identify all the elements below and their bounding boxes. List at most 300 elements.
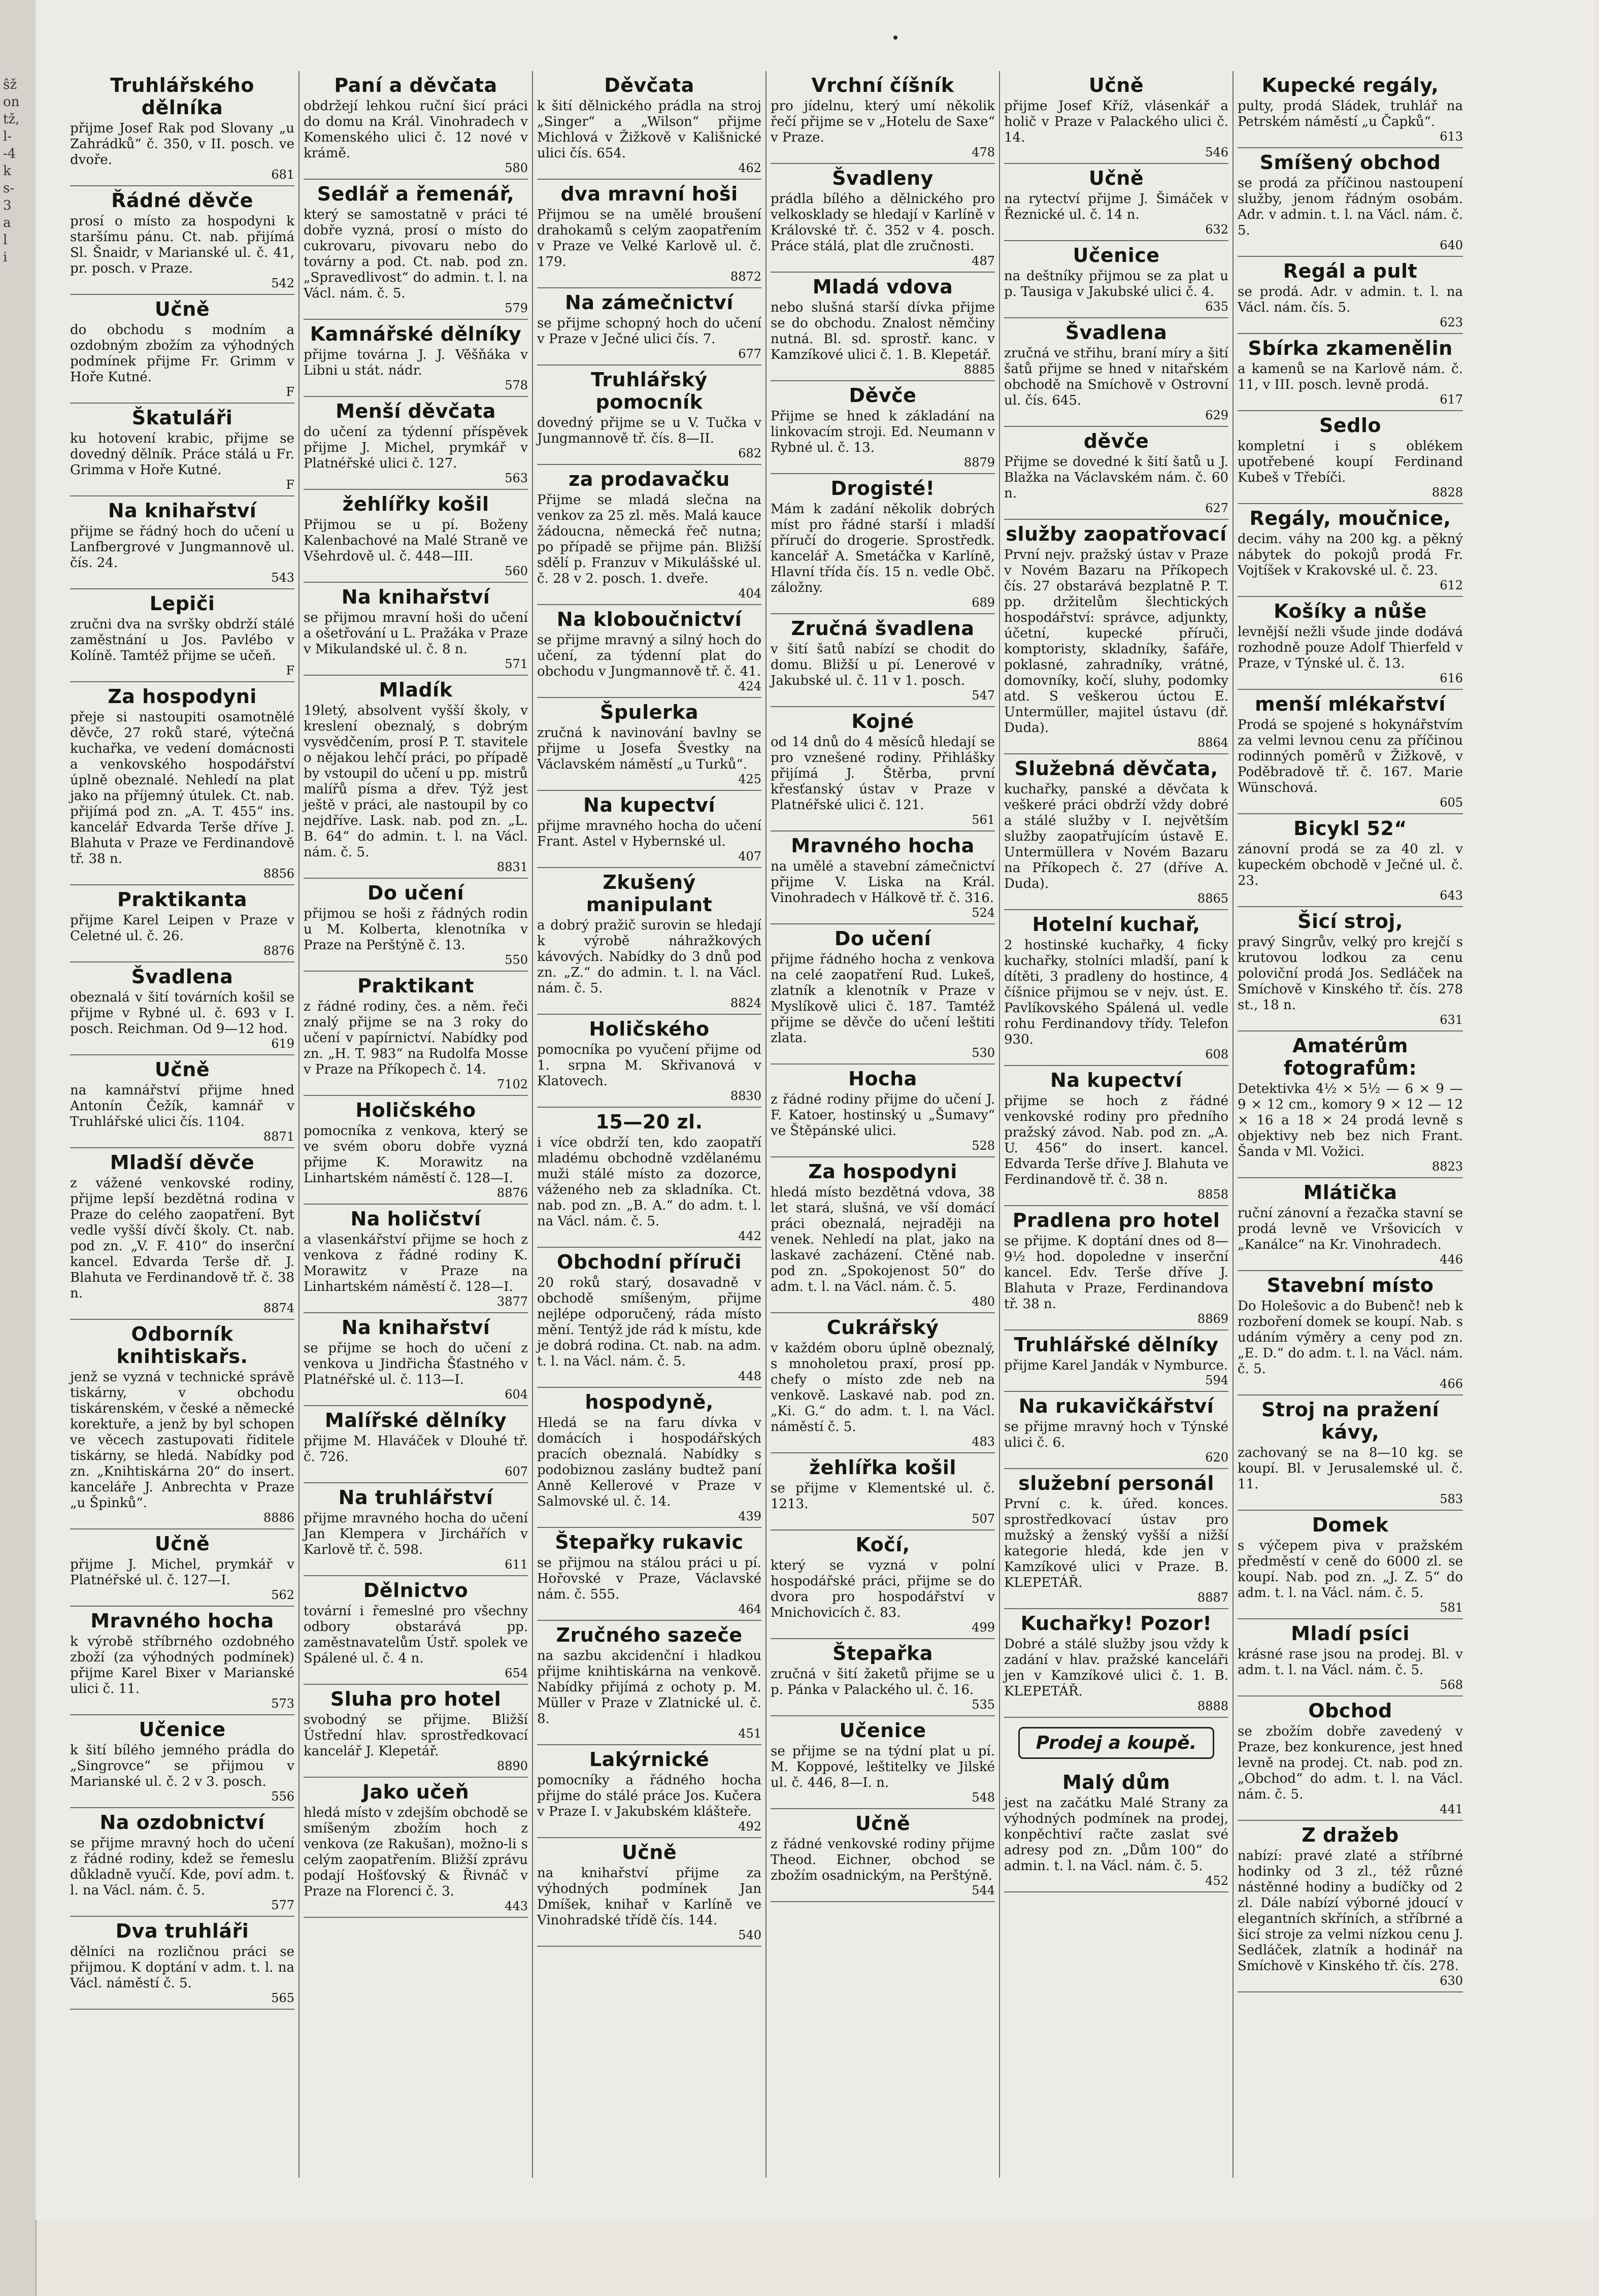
ad-text: kompletní i s oblékem upotřebené koupí Ferdinand Kubeš v Třebíči. [1238, 439, 1467, 485]
classified-ad [70, 1808, 299, 1917]
ad-heading: Bicykl 52“ [1293, 817, 1407, 840]
ad-number: 546 [1205, 145, 1228, 159]
ad-text: nabízí: pravé zlaté a stříbrné hodinky od 3 zl., též různé nástěnné hodiny a budíčky od 2 zl. Dále nabízí výborné jdoucí v elegantních skříních, a stříbrné a šicí stroje za velmi nízkou cenu J. Sedláček, zlatník a hodinář na Smíchově v Kinského tř. čís. 278. [1238, 1848, 1467, 1974]
ad-number: 580 [505, 161, 528, 175]
ad-number: 561 [972, 813, 995, 827]
ad-number: 448 [738, 1369, 761, 1383]
classified-ad [537, 1621, 766, 1745]
ad-heading: Pradlena pro hotel [1012, 1209, 1220, 1232]
ad-heading: Kupecké regály, [1261, 74, 1439, 96]
ad-heading: Stavební místo [1267, 1274, 1434, 1296]
classified-ad [1238, 504, 1467, 597]
ad-number: 547 [972, 688, 995, 703]
ad-text: který se vyzná v polní hospodářské práci, přijme se do dvora pro hospodářství v Mnichovicích č. 83. [771, 1558, 1000, 1620]
classified-ad [1238, 257, 1467, 334]
ad-heading: Paní a děvčata [334, 74, 497, 96]
ad-number: 560 [505, 564, 528, 578]
ad-number: 8856 [263, 867, 294, 881]
classified-ad [1238, 411, 1467, 504]
ad-heading: Vrchní číšník [811, 74, 954, 96]
classified-ad [304, 1778, 532, 1918]
column-3 [533, 71, 767, 2178]
ad-heading: Do učení [367, 882, 464, 904]
ad-text: obeznalá v šití továrních košil se přijme v Rybné ul. č. 693 v I. posch. Reichman. Od 9—12 hod. [70, 990, 299, 1037]
ad-text: hledá místo bezdětná vdova, 38 let stará, slušná, ve vší domácí práci obeznalá, nejraději na venek. Nehledí na plat, jako na laskavé zacházení. Ctěné nab. pod zn. „Spokojenost 50“ do adm. t. l. na Václ. nám. č. 5. [771, 1185, 1000, 1294]
ad-heading: Praktikanta [117, 888, 247, 911]
ad-heading: Služebná děvčata, [1014, 757, 1218, 780]
ad-heading: menší mlékařství [1255, 693, 1446, 715]
ad-text: se přijme schopný hoch do učení v Praze v Ječné ulici čís. 7. [537, 316, 766, 347]
classified-ad [771, 831, 1000, 924]
classified-ad [70, 1055, 299, 1148]
classified-ad [304, 676, 532, 879]
classified-ad [70, 682, 299, 885]
ad-text: pomocníky a řádného hocha přijme do stálé práce Jos. Kučera v Praze I. v Jakubském klášteře. [537, 1773, 766, 1819]
ad-heading: Truhlářské dělníky [1014, 1334, 1219, 1356]
ad-heading: Mravného hocha [90, 1610, 274, 1632]
ad-heading: Kuchařky! Pozor! [1020, 1612, 1212, 1635]
ad-heading: Jako učeň [362, 1781, 470, 1803]
classified-ad [537, 1108, 766, 1248]
classified-ad [771, 1064, 1000, 1157]
ad-text: hledá místo v zdejším obchodě se smíšeným zbožím hoch z venkova (ze Rakušan), možno-li s celým zaopatřením. Bližší zprávu podají Hošťovský & Řivnáč v Praze na Florenci č. 3. [304, 1805, 532, 1899]
ad-text: Přijmou se u pí. Boženy Kalenbachové na Malé Straně ve Všehrdově ul. č. 448—III. [304, 517, 532, 564]
ad-number: 629 [1205, 408, 1228, 422]
ad-number: 478 [972, 145, 995, 159]
ad-heading: žehlířky košil [342, 493, 489, 515]
ad-number: 635 [1205, 300, 1228, 314]
classified-ad [304, 1406, 532, 1483]
ad-number: 544 [972, 1883, 995, 1898]
classified-ad [537, 698, 766, 791]
ad-text: zručná k navinování bavlny se přijme u Josefa Švestky na Václavském náměstí „u Turků“. [537, 725, 766, 772]
ad-heading: Na truhlářství [338, 1486, 493, 1509]
ad-text: Do Holešovic a do Bubenč! neb k rozboření domek se koupí. Nab. s udáním výměry a ceny pod zn. „E. D.“ do adm. t. l. na Václ. nám. č. 5. [1238, 1299, 1467, 1377]
ad-heading: Na holičství [350, 1208, 481, 1230]
classified-ad [70, 1917, 299, 2010]
ad-number: 612 [1440, 578, 1463, 592]
ad-number: 439 [738, 1509, 761, 1523]
edge-fragment: l [3, 232, 8, 248]
ad-number: 499 [972, 1620, 995, 1635]
ad-heading: Cukrářský [826, 1316, 939, 1339]
edge-fragment: i [3, 250, 8, 265]
ad-text: První nejv. pražský ústav v Praze v Novém Bazaru na Příkopech čís. 27 obstarává bezplatně P. T. pp. držitelům šlechtických hospodářství: správce, adjunkty, účetní, kupecké příruči, komptoristy, skladníky, šafáře, poklasné, zahradníky, vrátné, domovníky, kočí, sluhy, podomky atd. S veškerou úctou E. Untermüller, majitel ústavu (dř. Duda). [1004, 547, 1233, 736]
ad-text: Mám k zadání několik dobrých míst pro řádné starší i mladší příručí do drogerie. Sprostředk. kancelář A. Smetáčka v Karlíně, Hlavní třída čís. 15 n. vedle Obč. záložny. [771, 502, 1000, 595]
ad-number: 643 [1440, 888, 1463, 903]
ad-number: 562 [271, 1588, 294, 1602]
ad-text: přijme mravného hocha do učení Jan Klempera v Jirchářích v Karlově tř. č. 598. [304, 1511, 532, 1557]
ad-text: dovedný přijme se u V. Tučka v Jungmannově tř. čís. 8—II. [537, 415, 766, 446]
ad-heading: Učně [1088, 167, 1144, 189]
column-2 [299, 71, 533, 2178]
ad-number: 577 [271, 1898, 294, 1912]
ad-number: 3877 [496, 1294, 528, 1309]
classified-ad [1004, 1768, 1233, 1892]
classified-ad [1238, 334, 1467, 411]
classified-ad [771, 1453, 1000, 1530]
classified-ad [1004, 520, 1233, 754]
ad-text: pravý Singrův, velký pro krejčí s krutovou lodkou za cenu poloviční prodá Jos. Sedláček na Smíchově v Kinského tř. čís. 278 st., 18 n. [1238, 935, 1467, 1013]
classified-ad [70, 295, 299, 404]
classified-ad [70, 71, 299, 186]
ad-text: se přijme. K doptání dnes od 8—9½ hod. dopoledne v inserční kancel. Edv. Terše dříve J. Blahuta v Praze, Ferdinandova tř. 38 n. [1004, 1234, 1233, 1312]
ad-text: se přijme v Klementské ul. č. 1213. [771, 1481, 1000, 1512]
ad-text: ruční zánovní a řezačka stavní se prodá levně ve Vršovicích v „Kanálce“ na Kr. Vinohradech. [1238, 1206, 1467, 1252]
ad-text: 20 roků starý, dosavadně v obchodě smíšeným, přijme nejlépe odporučený, ráda místo mění. Tentýž jde rád k místu, kde je dobrá rodina. Ct. nab. na adm. t. l. na Václ. nám. č. 5. [537, 1275, 766, 1369]
ad-text: levnější nežli všude jinde dodává rozhodně pouze Adolf Thierfeld v Praze, v Týnské ul. č. 13. [1238, 624, 1467, 671]
ad-heading: Děvčata [604, 74, 694, 96]
ad-heading: Švadlena [1065, 321, 1168, 344]
classified-ad [1004, 241, 1233, 318]
classified-ad [537, 465, 766, 605]
classified-ad [70, 496, 299, 589]
classified-ad [70, 186, 299, 295]
ad-heading: Škatuláři [131, 407, 233, 429]
classified-ad [537, 180, 766, 288]
ad-text: přijme J. Michel, prymkář v Platnéřské ul. č. 127—I. [70, 1557, 299, 1588]
classified-ad [70, 589, 299, 682]
ad-text: z řádné rodiny přijme do učení J. F. Katoer, hostinský u „Šumavy“ ve Štěpánské ulici. [771, 1092, 1000, 1139]
ad-number: 8858 [1197, 1187, 1228, 1202]
classified-ad [1004, 1066, 1233, 1206]
edge-fragment: a [3, 215, 11, 230]
ad-number: 556 [271, 1789, 294, 1804]
edge-fragment: l- [3, 129, 12, 144]
classified-ad [304, 879, 532, 972]
classified-ad [304, 180, 532, 320]
ad-number: 579 [505, 301, 528, 315]
classified-ad [70, 1320, 299, 1529]
classified-ad [1004, 1609, 1233, 1718]
classified-ad [1238, 1395, 1467, 1511]
classified-ad [1004, 1330, 1228, 1392]
ad-number: 8830 [730, 1089, 761, 1103]
ad-heading: Dělnictvo [363, 1579, 469, 1602]
ad-text: přijme Karel Leipen v Praze v Celetné ul. č. 26. [70, 913, 299, 944]
ad-text: prádla bílého a dělnického pro velkosklady se hledají v Karlíně v Královské tř. č. 352 v 4. posch. Práce stálá, plat dle zručnosti. [771, 191, 1000, 254]
ad-text: jest na začátku Malé Strany za výhodných podmínek na prodej, konpěchtiví račte zaslat své adresy pod zn. „Dům 100“ do admin. t. l. na Václ. nám. č. 5. [1004, 1795, 1233, 1874]
classified-ad [771, 1716, 1000, 1809]
classified-ad [537, 288, 766, 365]
ad-text: se přijme se hoch do učení z venkova u Jindřicha Šťastného v Platnéřské ul. č. 113—I. [304, 1341, 532, 1387]
ad-heading: Regál a pult [1283, 260, 1418, 282]
ad-number: 530 [972, 1046, 995, 1060]
ad-number: 8890 [496, 1759, 528, 1773]
ad-heading: Na rukavičkářství [1018, 1395, 1214, 1417]
ad-heading: služby zaopatřovací [1006, 523, 1227, 545]
ad-heading: Sluha pro hotel [330, 1688, 502, 1710]
ad-heading: Smíšený obchod [1259, 151, 1441, 174]
ad-number: 677 [738, 347, 761, 361]
ad-number: 528 [972, 1139, 995, 1153]
ad-heading: Mladí psíci [1291, 1622, 1410, 1645]
ad-number: 681 [271, 168, 294, 182]
ad-heading: Z dražeb [1302, 1824, 1399, 1846]
ad-heading: Mladík [379, 679, 453, 701]
ad-heading: Děvče [849, 384, 917, 407]
ad-text: se přijme mravný a silný hoch do učení, za týdenní plat do obchodu v Jungmannově tř. č. 41. [537, 633, 766, 679]
classified-ad [1004, 427, 1233, 520]
ad-number: F [286, 385, 294, 399]
ad-text: nebo slušná starší dívka přijme se do obchodu. Znalost němčiny nutná. Bl. sd. sprostř. kanc. v Kamzíkové ulici č. 1. B. Klepetář. [771, 300, 1000, 362]
ad-text: přijme se řádný hoch do učení u Lanfbergrové v Jungmannově ul. čís. 24. [70, 524, 299, 571]
ad-heading: Lakýrnické [589, 1748, 710, 1771]
ad-number: 8828 [1431, 485, 1463, 500]
ad-heading: Hotelní kuchař, [1032, 913, 1201, 936]
ad-text: kuchařky, panské a děvčata k veškeré práci obdrží vždy dobré a stálé služby v I. největším služby zaopatřujícím ústavě E. Untermüllera v Novém Bazaru na Příkopech č. 27 (dříve A. Duda). [1004, 782, 1233, 891]
classified-ad [1238, 1619, 1467, 1696]
classified-ad [1238, 690, 1467, 814]
ad-text: na rytectví přijme J. Šimáček v Řeznické ul. č. 14 n. [1004, 191, 1233, 222]
ad-heading: Menší děvčata [336, 400, 496, 422]
ad-number: 446 [1440, 1252, 1463, 1267]
classified-ad [537, 868, 766, 1015]
ad-text: Přijme se hned k základání na linkovacím stroji. Ed. Neumann v Rybné ul. č. 13. [771, 409, 1000, 455]
classified-ad [70, 885, 299, 962]
ad-heading: Holičského [589, 1018, 710, 1040]
ad-text: přijme Karel Jandák v Nymburce. [1004, 1358, 1228, 1373]
ad-text: v šití šatů nabízí se chodit do domu. Bližší u pí. Lenerové v Jakubské ul. č. 11 v 1. posch. [771, 642, 1000, 688]
classified-ad [70, 1607, 299, 1715]
classified-ad [771, 1530, 1000, 1639]
classified-ad [537, 791, 766, 868]
ad-text: zachovaný se na 8—10 kg. se koupí. Bl. v Jerusalemské ul. č. 11. [1238, 1445, 1467, 1492]
ad-text: a kamenů se na Karlově nám. č. 11, v III. posch. levně prodá. [1238, 361, 1467, 392]
ad-heading: Hocha [848, 1068, 917, 1090]
ad-text: z řádné venkovské rodiny přijme Theod. Eichner, obchod se zbožím osadnickým, na Perštýně. [771, 1837, 1000, 1883]
classified-ad [304, 1576, 532, 1685]
ad-text: přijmou se hoši z řádných rodin u M. Kolberta, klenotníka v Praze na Perštýně č. 13. [304, 906, 532, 953]
classified-ad [1238, 1821, 1467, 1992]
ad-text: Hledá se na faru dívka v domácích i hospodářských pracích obeznalá. Nabídky s podobiznou zaslány budtež paní Anně Kellerové v Praze v Salmovské ul. č. 14. [537, 1415, 766, 1509]
ad-text: svobodný se přijme. Bližší Ústřední hlav. sprostředkovací kancelář J. Klepetář. [304, 1712, 532, 1759]
ad-number: 8824 [730, 996, 761, 1010]
ad-text: se přijmou na stálou práci u pí. Hořovské v Praze, Václavské nám. č. 555. [537, 1555, 766, 1602]
ad-heading: Do učení [834, 927, 931, 950]
ad-text: z řádné rodiny, čes. a něm. řeči znalý přijme se na 3 roky do učení v papírnictví. Nabídky pod zn. „H. T. 983“ na Rudolfa Mosse v Praze na Příkopech č. 14. [304, 999, 532, 1077]
ad-number: 654 [505, 1666, 528, 1680]
ad-heading: Za hospodyni [108, 685, 257, 708]
ad-number: 8887 [1197, 1590, 1228, 1605]
ad-heading: hospodyně, [585, 1391, 714, 1413]
classified-ad [304, 1096, 532, 1205]
classified-ad [1004, 754, 1233, 910]
ad-text: a vlasenkářství přijme se hoch z venkova z řádné rodiny K. Morawitz v Praze na Linhartském náměstí č. 128—I. [304, 1232, 532, 1294]
ad-heading: Na knihařství [341, 1316, 490, 1339]
edge-fragment: s- [3, 181, 15, 196]
ad-heading: Štepařka [832, 1642, 933, 1665]
ad-heading: Učně [154, 1058, 210, 1081]
ad-number: 8871 [263, 1129, 294, 1144]
ad-text: se přijme mravný hoch do učení z řádné rodiny, kdež se řemeslu důkladně vyučí. Kde, poví adm. t. l. na Václ. nám. č. 5. [70, 1836, 299, 1898]
classified-ad [771, 474, 1000, 614]
ad-number: 623 [1440, 315, 1463, 329]
classified-ad [1238, 814, 1467, 907]
ad-number: 443 [505, 1899, 528, 1913]
ad-text: zručná v šití žaketů přijme se u p. Pánka v Palackého ul. č. 16. [771, 1667, 1000, 1698]
ad-heading: služební personál [1018, 1472, 1214, 1494]
ad-heading: Učně [1088, 74, 1144, 96]
classified-ad [1004, 910, 1233, 1066]
ad-heading: Štepařky rukavic [555, 1531, 744, 1553]
classified-ad [1238, 71, 1467, 148]
ad-text: jenž se vyzná v technické správě tiskárny, v obchodu tiskárenském, v české a německé korektuře, a jenž by byl schopen ve věcech zastupovati řiditele tiskárny, se hledá. Nabídky pod zn. „Knihtiskárna 20“ do insert. kanceláře J. Anbrechta v Praze „u Špinků“. [70, 1370, 299, 1511]
edge-fragment: ŝž [3, 77, 17, 92]
ad-heading: Truhlářský pomocník [591, 369, 708, 413]
ad-number: 616 [1440, 671, 1463, 685]
classified-ad [1004, 164, 1233, 241]
classified-ad [70, 404, 299, 496]
ad-heading: Košíky a nůše [1274, 600, 1427, 622]
ad-heading: Zručná švadlena [791, 617, 975, 640]
ad-number: 571 [505, 657, 528, 671]
column-1 [66, 71, 299, 2178]
ad-number: 611 [505, 1557, 528, 1572]
ad-number: 8869 [1197, 1312, 1228, 1326]
ad-text: ku hotovení krabic, přijme se dovedný dělník. Práce stálá u Fr. Grimma v Hoře Kutné. [70, 431, 299, 478]
ad-number: 682 [738, 446, 761, 460]
ad-heading: Malířské dělníky [324, 1409, 507, 1432]
ad-number: 8886 [263, 1511, 294, 1525]
ad-number: 407 [738, 849, 761, 863]
ad-number: 565 [271, 1991, 294, 2005]
classified-ad [1238, 1511, 1467, 1619]
ad-text: s výčepem piva v pražském předměstí v ceně do 6000 zl. se koupí. Nab. pod zn. „J. Z. 5“ do adm. t. l. na Václ. nám. č. 5. [1238, 1538, 1467, 1601]
ad-heading: Na zámečnictví [565, 291, 734, 314]
ad-heading: Šicí stroj, [1297, 910, 1403, 933]
classified-ad [1004, 1392, 1233, 1469]
print-speck [893, 36, 897, 40]
classified-ad [537, 1015, 766, 1108]
ad-number: 608 [1205, 1047, 1228, 1061]
ad-text: k výrobě stříbrného ozdobného zboží (za výhodných podmínek) přijme Karel Bixer v Marianské ulici č. 11. [70, 1634, 299, 1696]
edge-fragment: on [3, 94, 20, 110]
classified-ad [537, 1838, 766, 1947]
ad-number: 8885 [963, 362, 995, 377]
ad-number: 540 [738, 1928, 761, 1942]
classified-ad [771, 71, 1000, 164]
ad-text: decim. váhy na 200 kg. a pěkný nábytek do pokojů prodá Fr. Vojtíšek v Krakovské ul. č. 23. [1238, 531, 1467, 578]
edge-fragment: tž, [3, 112, 20, 127]
ad-number: 464 [738, 1602, 761, 1616]
ad-text: Přijme se dovedné k šití šatů u J. Blažka na Václavském nám. č. 60 n. [1004, 454, 1233, 501]
ad-text: na sazbu akcidenční i hladkou přijme knihtiskárna na venkově. Nabídky přijímá z ochoty p. M. Müller v Praze v Zlatnické ul. č. 8. [537, 1648, 766, 1726]
ad-heading: Učně [154, 298, 210, 320]
ad-number: 442 [738, 1229, 761, 1243]
ad-text: se přijme mravný hoch v Týnské ulici č. 6. [1004, 1419, 1233, 1450]
ad-text: k šití dělnického prádla na stroj „Singer“ a „Wilson“ přijme Michlová v Žižkově v Kališnické ulici čís. 654. [537, 98, 766, 161]
ad-heading: Učenice [1073, 244, 1160, 267]
ad-text: pomocníka z venkova, který se ve svém oboru dobře vyzná přijme K. Morawitz na Linhartském náměstí č. 128—I. [304, 1123, 532, 1186]
ad-number: 568 [1440, 1678, 1463, 1692]
ad-number: 613 [1440, 129, 1463, 144]
ad-number: 627 [1205, 501, 1228, 515]
classified-ad [1238, 597, 1467, 690]
ad-heading: Holičského [355, 1099, 476, 1121]
ad-number: 605 [1440, 795, 1463, 810]
ad-heading: Na knihařství [108, 500, 257, 522]
ad-text: z vážené venkovské rodiny, přijme lepší bezdětná rodina v Praze do celého zaopatření. Byt vedle vyšší dívčí školy. Ct. nab. pod zn. „V. F. 410“ do inserční kancel. Edvarda Terše dř. J. Blahuta ve Ferdinandově tř. č. 38 n. [70, 1176, 299, 1301]
classified-ad [70, 1529, 299, 1607]
ad-number: 632 [1205, 222, 1228, 237]
ad-text: prosí o místo za hospodyni k staršímu pánu. Ct. nab. přijímá Sl. Šnaidr, v Marianské ul. č. 41, pr. posch. v Praze. [70, 214, 299, 276]
classified-ad [537, 365, 766, 465]
classified-ad [304, 71, 532, 180]
ad-heading: Na ozdobnictví [99, 1811, 265, 1834]
edge-fragment: k [3, 163, 11, 179]
ad-text: zručni dva na svršky obdrží stálé zaměstnání u Jos. Pavlébo v Kolíně. Tamtéž přijme se učeň. [70, 617, 299, 663]
classified-ad [70, 1715, 299, 1808]
ad-text: Přijme se mladá slečna na venkov za 25 zl. měs. Malá kauce žádoucna, německá řeč nutna; po případě se přijme pán. Bližší sdělí p. Franzuv v Mikulášské ul. č. 28 v 2. posch. 1. dveře. [537, 492, 766, 586]
adjacent-page-edge [0, 0, 37, 2296]
classified-ad [537, 1248, 766, 1388]
ad-text: k šití bílého jemného prádla do „Singrovce“ se přijmou v Marianské ul. č. 2 v 3. posch. [70, 1743, 299, 1789]
classified-ad [304, 397, 532, 490]
classified-ad [70, 962, 299, 1055]
ad-text: Přijmou se na umělé broušení drahokamů s celým zaopatřením v Praze ve Velké Karlově ul. č. 179. [537, 207, 766, 270]
ad-number: 451 [738, 1726, 761, 1741]
ad-number: 8872 [730, 270, 761, 284]
ad-number: 452 [1205, 1874, 1228, 1888]
ad-heading: Učně [154, 1533, 210, 1555]
ad-number: 607 [505, 1465, 528, 1479]
classified-ad [70, 1148, 299, 1320]
ad-heading: Praktikant [357, 975, 474, 997]
ad-text: přijme Josef Rak pod Slovany „u Zahrádků“ č. 350, v II. posch. ve dvoře. [70, 121, 299, 168]
ad-heading: Sbírka zkamenělin [1248, 337, 1453, 359]
ad-text: se přijme se na týdní plat u pí. M. Koppové, leštitelky ve Jilské ul. č. 446, 8—I. n. [771, 1744, 1000, 1790]
classified-ad [1004, 318, 1233, 427]
ad-text: Detektivka 4½ × 5½ — 6 × 9 — 9 × 12 cm., komory 9 × 12 — 12 × 16 a 18 × 24 prodá levně s objektivy neb bez nich Frant. Šanda v Ml. Vožici. [1238, 1081, 1467, 1159]
ad-heading: Mravného hocha [791, 835, 975, 857]
ad-text: od 14 dnů do 4 měsíců hledají se pro vznešené rodiny. Přihlášky přijímá J. Štěrba, první křesťanský ústav v Praze v Platnéřské ulici č. 121. [771, 735, 1000, 813]
ad-number: 404 [738, 586, 761, 601]
prodej-a-koupe-banner: Prodej a koupě. [1018, 1727, 1214, 1759]
ad-heading: žehlířka košil [809, 1456, 956, 1479]
classified-ad [771, 273, 1000, 381]
ad-number: 466 [1440, 1377, 1463, 1391]
ad-number: 620 [1205, 1450, 1228, 1465]
column-6 [1234, 71, 1467, 2178]
ad-text: v každém oboru úplně obeznalý, s mnoholetou praxí, prosí pp. chefy o místo zde neb na venkově. Laskavé nab. pod zn. „Ki. G.“ do adm. t. l. na Václ. náměstí č. 5. [771, 1341, 1000, 1435]
ad-heading: Za hospodyni [808, 1160, 957, 1183]
ad-heading: Zručného sazeče [556, 1624, 743, 1646]
ad-number: 594 [1205, 1373, 1228, 1387]
ad-heading: děvče [1083, 430, 1149, 452]
ad-number: 563 [505, 471, 528, 485]
ad-text: na knihařství přijme za výhodných podmínek Jan Dmíšek, knihař v Karlíně ve Vinohradské třídě čís. 144. [537, 1866, 766, 1928]
ad-heading: Kamnářské dělníky [310, 323, 522, 345]
ad-number: 8865 [1197, 891, 1228, 906]
ad-text: Prodá se spojené s hokynářstvím za velmi levnou cenu za příčinou rodinných poměrů v Žižkově, v Poděbradově tř. č. 167. Marie Wünschová. [1238, 717, 1467, 795]
ad-text: se zbožím dobře zavedený v Praze, bez konkurence, jest hned levně na prodej. Ct. nab. pod zn. „Obchod“ do adm. t. l. na Václ. nám. č. 5. [1238, 1724, 1467, 1802]
ad-number: 543 [271, 571, 294, 585]
ad-text: a dobrý pražič surovin se hledají k výrobě náhražkových kávových. Nabídky do 3 dnů pod zn. „Z.“ do admin. t. l. na Václ. nám. č. 5. [537, 918, 766, 996]
ad-text: zánovní prodá se za 40 zl. v kupeckém obchodě v Ječné ul. č. 23. [1238, 842, 1467, 888]
ad-heading: dva mravní hoši [560, 183, 738, 205]
classified-ad [771, 1639, 1000, 1716]
ad-number: 492 [738, 1819, 761, 1834]
classified-ad [1238, 1031, 1467, 1178]
ad-heading: Řádné děvče [111, 189, 253, 212]
ad-heading: Obchod [1308, 1700, 1392, 1722]
classified-columns [66, 71, 1528, 2178]
ad-heading: Sedlo [1319, 414, 1381, 437]
ad-text: přijme se hoch z řádné venkovské rodiny pro předního pražský závod. Nab. pod zn. „A. U. 456“ do insert. kancel. Edvarda Terše dříve J. Blahuta ve Ferdinandově tř. č. 38 n. [1004, 1093, 1233, 1187]
ad-number: 487 [972, 254, 995, 268]
ad-heading: Domek [1312, 1514, 1389, 1536]
